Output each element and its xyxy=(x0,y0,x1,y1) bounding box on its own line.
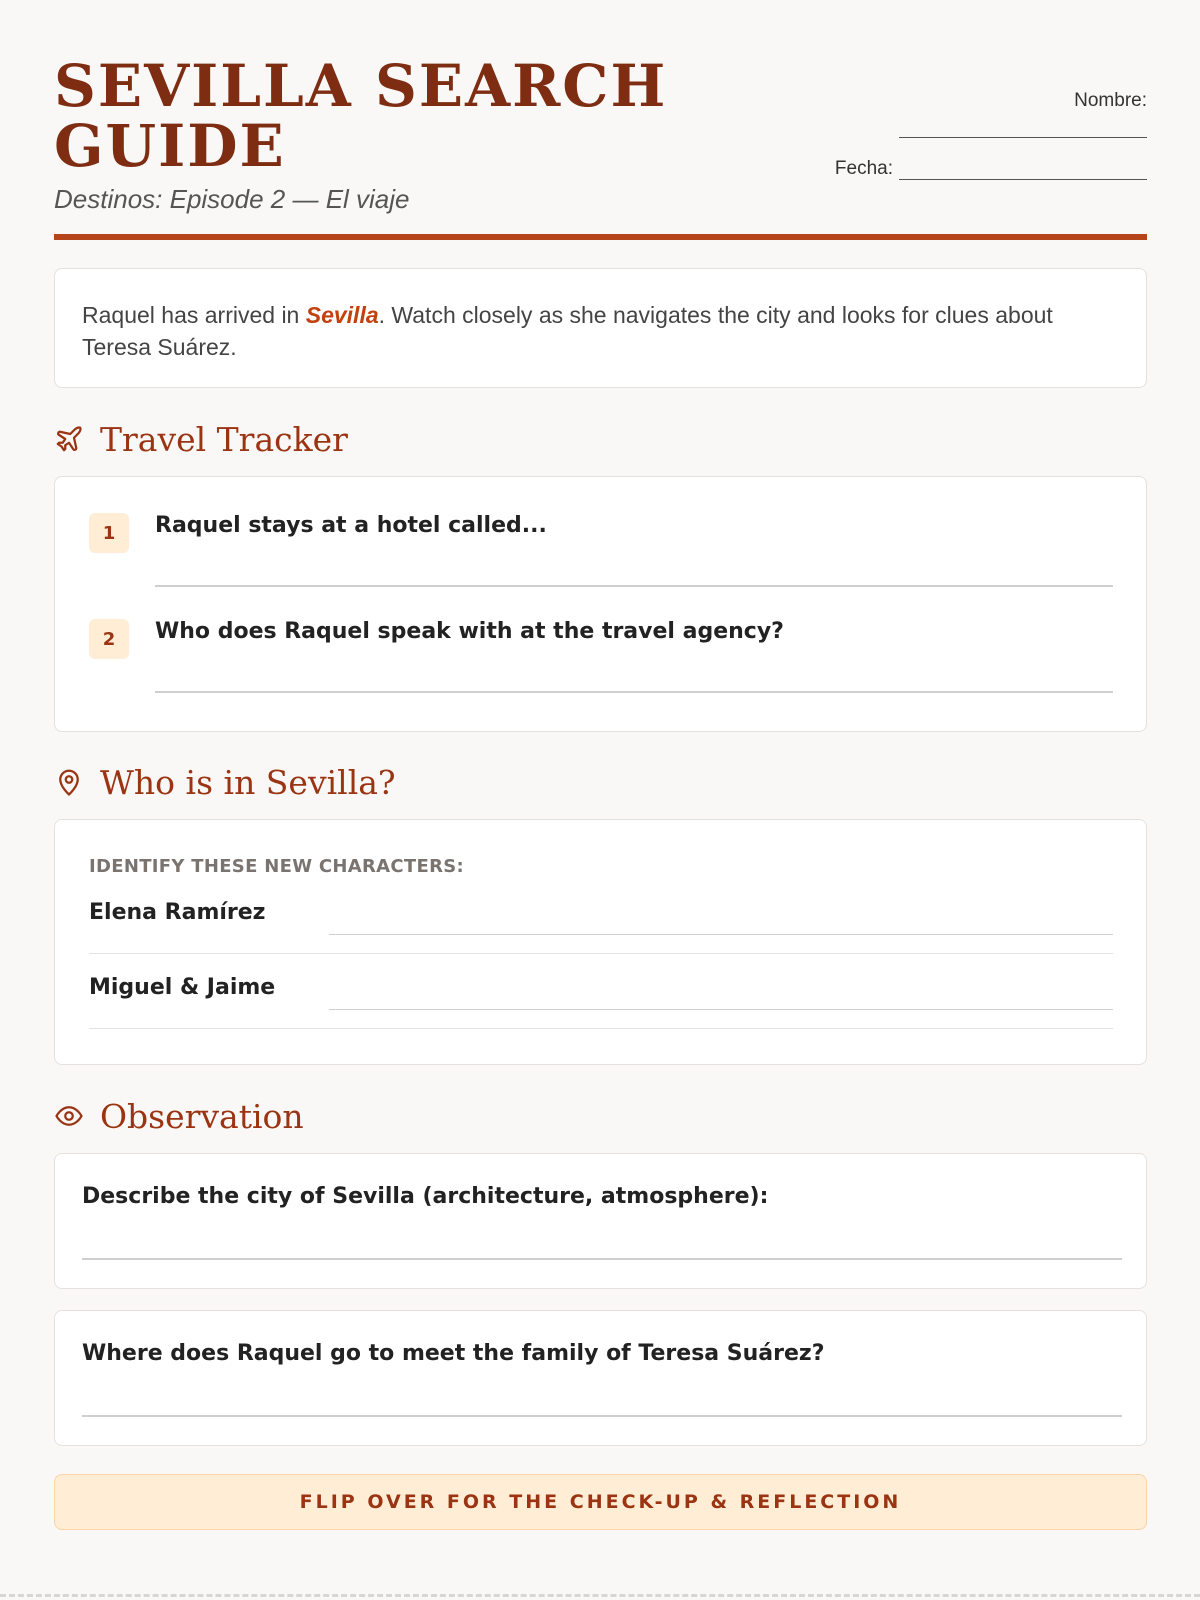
header-divider xyxy=(54,234,1147,240)
question-number-badge: 1 xyxy=(89,513,129,553)
intro-text-start: Raquel has arrived in xyxy=(82,302,306,328)
page-title: SEVILLA SEARCH GUIDE xyxy=(54,52,668,180)
observation-question: Describe the city of Sevilla (architecture, atmosphere): xyxy=(82,1184,769,1209)
answer-line-1[interactable] xyxy=(155,585,1113,587)
observation-card-city xyxy=(54,1153,1147,1289)
observation-title: Observation xyxy=(100,1096,304,1136)
intro-city: Sevilla xyxy=(305,302,379,328)
observation-question: Where does Raquel go to meet the family of Teresa Suárez? xyxy=(82,1341,825,1366)
character-row xyxy=(89,969,1113,1029)
eye-icon xyxy=(54,1101,84,1131)
date-row xyxy=(807,158,1147,180)
header xyxy=(54,0,1147,242)
intro-card xyxy=(54,268,1147,388)
question-text: Who does Raquel speak with at the travel agency? xyxy=(155,619,784,644)
travel-tracker-title: Travel Tracker xyxy=(100,419,348,459)
character-answer-line[interactable] xyxy=(329,934,1113,935)
travel-tracker-card xyxy=(54,476,1147,732)
characters-instruction: IDENTIFY THESE NEW CHARACTERS: xyxy=(89,856,465,877)
travel-tracker-heading xyxy=(54,416,348,462)
characters-heading xyxy=(54,759,396,805)
map-pin-icon xyxy=(54,767,84,797)
worksheet-page xyxy=(54,0,1147,1513)
question-number-badge: 2 xyxy=(89,619,129,659)
observation-answer-line[interactable] xyxy=(82,1415,1122,1417)
student-info xyxy=(807,90,1147,180)
observation-answer-line[interactable] xyxy=(82,1258,1122,1260)
name-row xyxy=(807,90,1147,138)
name-label: Nombre: xyxy=(1074,90,1147,111)
character-name: Elena Ramírez xyxy=(89,900,266,925)
question-text: Raquel stays at a hotel called... xyxy=(155,513,547,538)
date-label: Fecha: xyxy=(834,158,893,179)
airplane-icon xyxy=(54,424,84,454)
character-answer-line[interactable] xyxy=(329,1009,1113,1010)
characters-title: Who is in Sevilla? xyxy=(100,762,396,802)
observation-card-family xyxy=(54,1310,1147,1446)
date-field[interactable] xyxy=(899,162,1147,180)
character-row xyxy=(89,894,1113,954)
flip-over-banner: FLIP OVER FOR THE CHECK-UP & REFLECTION xyxy=(54,1474,1147,1530)
character-name: Miguel & Jaime xyxy=(89,975,276,1000)
intro-text-end: . Watch closely as she navigates the city and looks for clues about Teresa Suárez. xyxy=(82,302,1053,360)
name-field[interactable] xyxy=(899,120,1147,138)
page-subtitle: Destinos: Episode 2 — El viaje xyxy=(54,184,410,214)
characters-card xyxy=(54,819,1147,1065)
answer-line-2[interactable] xyxy=(155,691,1113,693)
observation-heading xyxy=(54,1093,304,1139)
cut-line xyxy=(0,1594,1200,1597)
